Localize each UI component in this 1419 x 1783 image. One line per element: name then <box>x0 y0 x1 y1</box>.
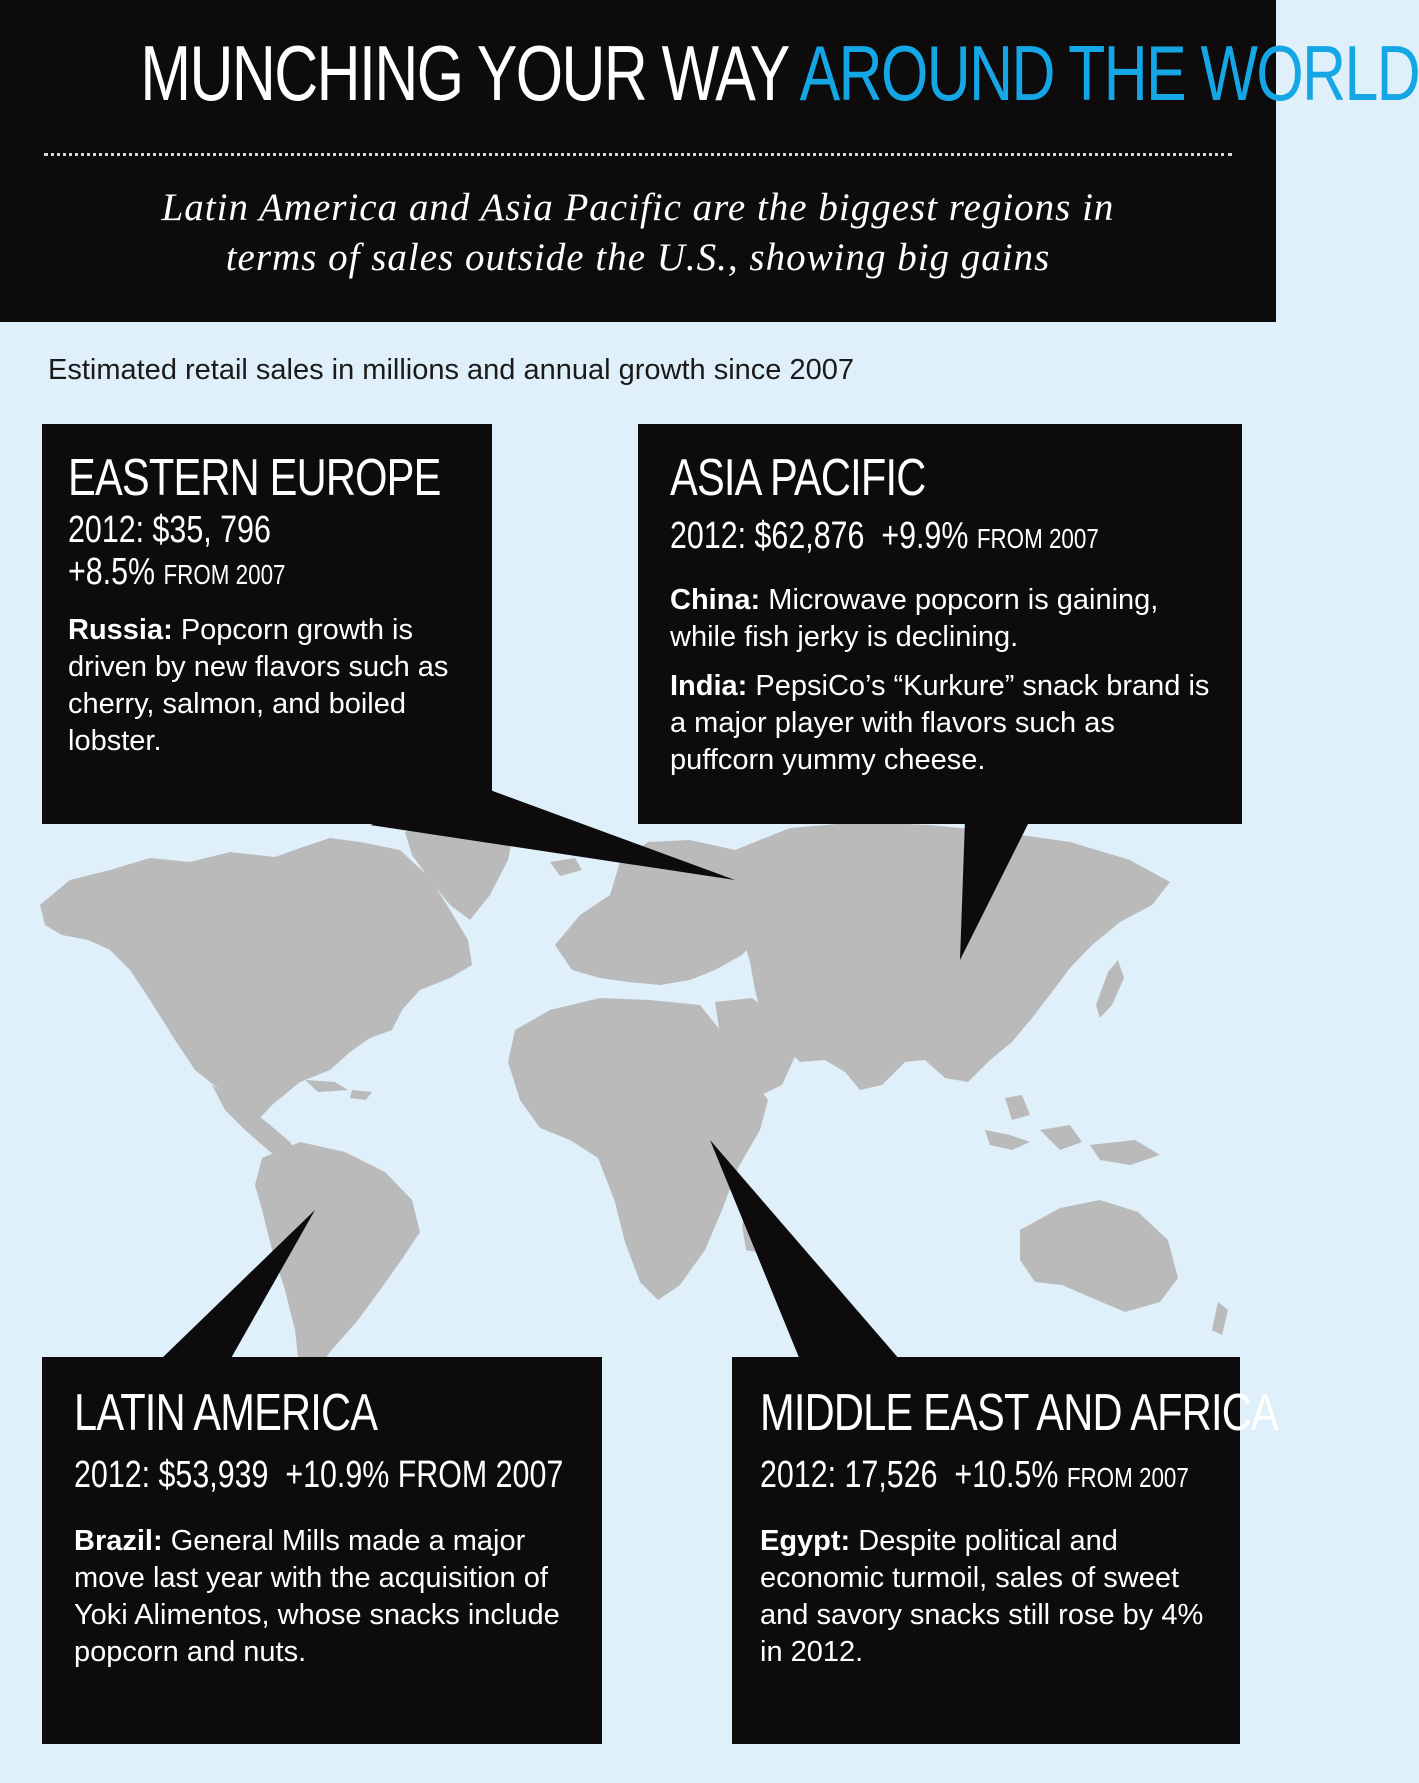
region-note <box>74 1523 576 1671</box>
sales-value: 2012: $53,939 <box>74 1454 269 1496</box>
growth-value <box>68 552 286 594</box>
growth-suffix: FROM 2007 <box>976 523 1099 554</box>
note-text: General Mills made a major move last year with the acquisition of Yoki Alimentos, whose snacks include popcorn and nuts. <box>74 1524 560 1668</box>
southeast-asia-islands <box>985 1095 1160 1165</box>
growth-percent: +9.9% <box>881 515 969 557</box>
note-label: Russia: <box>68 613 173 646</box>
latin-america-box <box>42 1357 602 1744</box>
subtitle-line-2: terms of sales outside the U.S., showing big gains <box>225 236 1051 279</box>
middle-east-africa-pointer <box>710 1140 900 1360</box>
region-name: ASIA PACIFIC <box>670 449 926 507</box>
australia-landmass <box>1020 1200 1178 1312</box>
chart-caption: Estimated retail sales in millions and annual growth since 2007 <box>48 354 854 386</box>
growth-percent: +8.5% <box>68 550 156 593</box>
north-america-landmass <box>40 838 472 1120</box>
growth-value: +10.9% FROM 2007 <box>285 1454 564 1496</box>
middle-east-africa-box <box>732 1357 1278 1744</box>
asia-landmass <box>735 822 1170 1090</box>
note-text: PepsiCo’s “Kurkure” snack brand is a major player with flavors such as puffcorn yummy cheese. <box>670 669 1210 776</box>
growth-suffix: FROM 2007 <box>163 558 286 590</box>
note-label: China: <box>670 583 761 616</box>
subtitle-line-1: Latin America and Asia Pacific are the biggest regions in <box>161 186 1115 229</box>
note-label: Egypt: <box>760 1524 851 1557</box>
note-text: Despite political and economic turmoil, sales of sweet and savory snacks still rose by 4% in 2012. <box>760 1524 1204 1668</box>
note-text: Microwave popcorn is gaining, while fish jerky is declining. <box>670 583 1159 653</box>
note-text: Popcorn growth is driven by new flavors such as cherry, salmon, and boiled lobster. <box>68 613 449 757</box>
japan-landmass <box>1096 960 1124 1018</box>
world-map-landmasses <box>40 812 1228 1378</box>
region-name: MIDDLE EAST AND AFRICA <box>760 1384 1278 1442</box>
new-zealand-landmass <box>1212 1302 1228 1335</box>
sales-growth-line <box>670 516 1099 558</box>
title-main: MUNCHING YOUR WAY <box>140 29 788 117</box>
note-label: Brazil: <box>74 1524 163 1557</box>
eastern-europe-box <box>42 424 492 824</box>
growth-percent: +10.5% <box>954 1454 1059 1496</box>
region-note <box>760 1523 1218 1671</box>
region-note <box>68 612 466 760</box>
growth-suffix: FROM 2007 <box>1066 1462 1189 1493</box>
note-label: India: <box>670 669 748 702</box>
title-accent: AROUND THE WORLD <box>799 29 1419 117</box>
sales-value: 2012: $35, 796 <box>68 509 271 551</box>
caribbean-islands <box>305 1080 372 1100</box>
region-name: EASTERN EUROPE <box>68 449 441 507</box>
region-note-india <box>670 668 1212 779</box>
sales-growth-line <box>760 1455 1189 1497</box>
iceland-landmass <box>550 858 582 876</box>
region-name: LATIN AMERICA <box>74 1384 378 1442</box>
asia-pacific-box <box>638 424 1242 824</box>
sales-growth-line <box>74 1455 563 1497</box>
region-note-china <box>670 582 1212 656</box>
sales-value: 2012: $62,876 <box>670 515 865 557</box>
sales-value: 2012: 17,526 <box>760 1454 938 1496</box>
